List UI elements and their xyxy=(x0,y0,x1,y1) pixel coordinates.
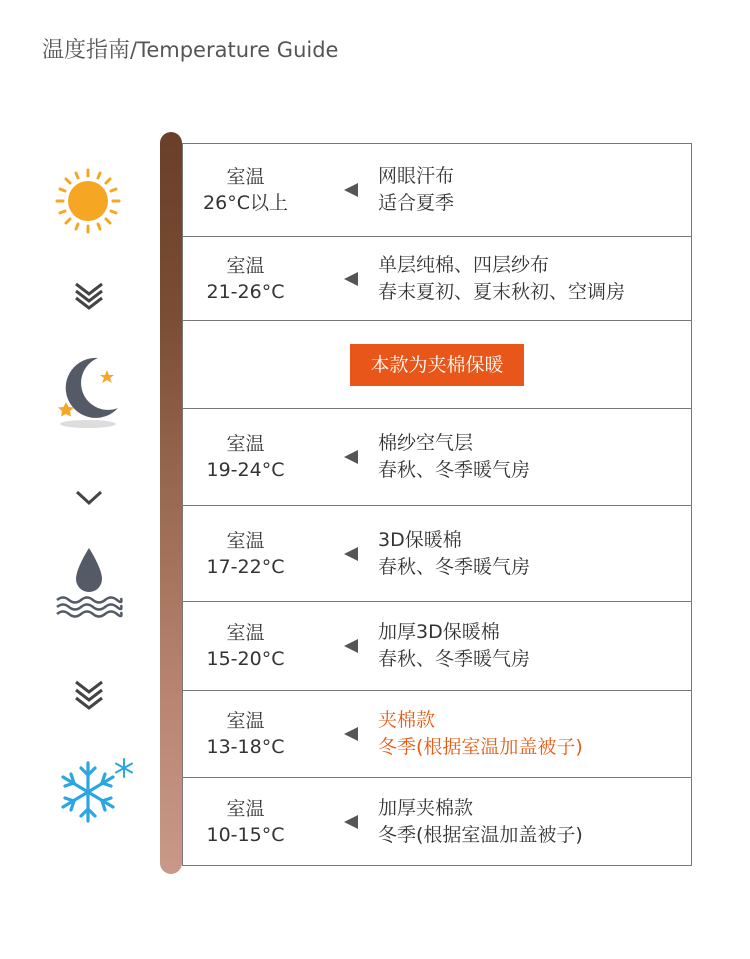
table-row xyxy=(183,144,691,237)
moon-star-icon xyxy=(52,350,124,430)
temp-cell: 室温 26°C以上 xyxy=(203,166,288,214)
temperature-table xyxy=(182,143,692,866)
water-drop-wave-icon xyxy=(54,546,124,620)
desc-cell: 棉纱空气层 春秋、冬季暖气房 xyxy=(378,432,531,481)
temp-cell: 室温 15-20°C xyxy=(206,622,285,670)
table-row xyxy=(183,602,691,691)
chevron-down-icon xyxy=(74,488,104,508)
page-title-cn: 温度指南 xyxy=(42,38,131,63)
triangle-left-icon xyxy=(344,815,358,829)
temp-cell: 室温 13-18°C xyxy=(206,710,285,758)
desc-cell: 3D保暖棉 春秋、冬季暖气房 xyxy=(378,528,531,578)
desc-cell: 加厚3D保暖棉 春秋、冬季暖气房 xyxy=(378,621,531,670)
desc-cell: 网眼汗布 适合夏季 xyxy=(378,165,455,214)
temperature-gradient-bar xyxy=(160,132,182,874)
desc-cell: 加厚夹棉款 冬季(根据室温加盖被子) xyxy=(378,796,583,846)
product-badge: 本款为夹棉保暖 xyxy=(350,344,523,386)
table-row xyxy=(183,409,691,506)
temp-cell: 室温 10-15°C xyxy=(206,797,285,846)
table-row-badge xyxy=(183,321,691,409)
table-row xyxy=(183,237,691,321)
table-row xyxy=(183,506,691,602)
triple-chevron-down-icon xyxy=(73,678,105,712)
snowflake-icon xyxy=(52,755,138,827)
sun-icon xyxy=(55,168,121,234)
page-title-en: /Temperature Guide xyxy=(130,38,339,62)
triangle-left-icon xyxy=(344,727,358,741)
triangle-left-icon xyxy=(344,183,358,197)
triangle-left-icon xyxy=(344,450,358,464)
temp-cell: 室温 21-26°C xyxy=(206,254,285,303)
triple-chevron-down-icon xyxy=(73,280,105,310)
table-row xyxy=(183,691,691,778)
page-title xyxy=(42,33,338,64)
triangle-left-icon xyxy=(344,272,358,286)
desc-cell-highlighted: 夹棉款 冬季(根据室温加盖被子) xyxy=(378,709,583,758)
triangle-left-icon xyxy=(344,639,358,653)
temp-cell: 室温 17-22°C xyxy=(206,529,285,578)
table-row xyxy=(183,778,691,865)
desc-cell: 单层纯棉、四层纱布 春末夏初、夏末秋初、空调房 xyxy=(378,253,626,303)
triangle-left-icon xyxy=(344,547,358,561)
temp-cell: 室温 19-24°C xyxy=(206,433,285,481)
